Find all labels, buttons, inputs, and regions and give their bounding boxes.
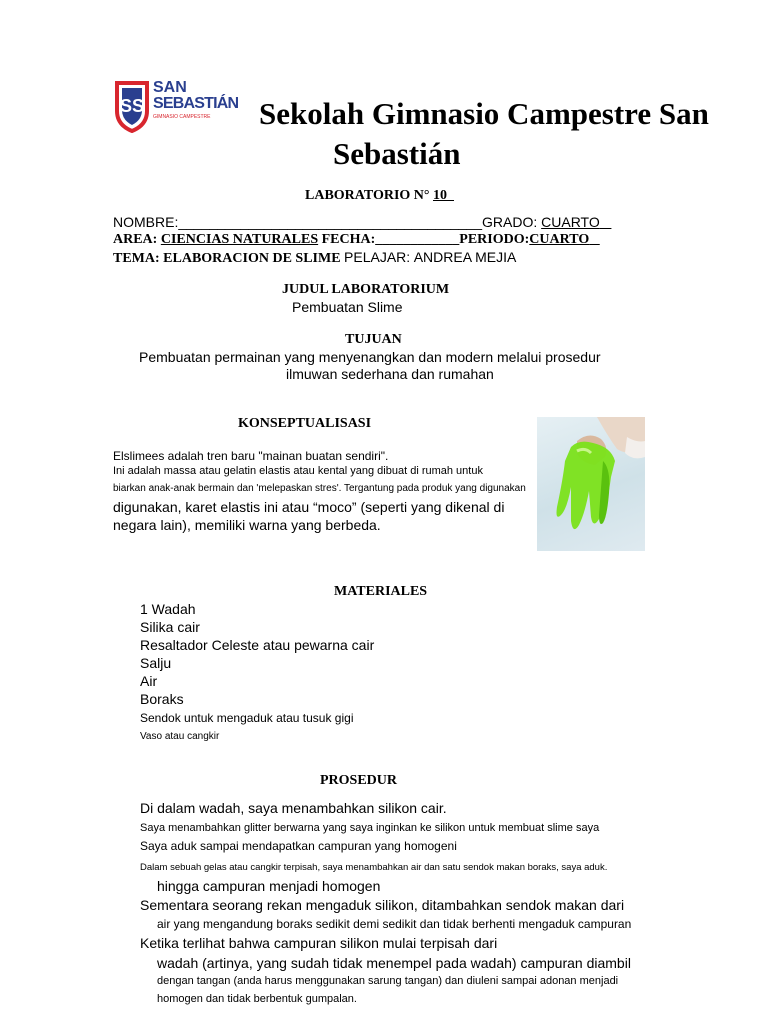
step-text: Di dalam wadah, saya menambahkan silikon cair. xyxy=(140,800,447,816)
step-continuation: hingga campuran menjadi homogen xyxy=(157,878,381,894)
list-item-label: 1 Wadah xyxy=(140,601,196,617)
list-item-label: Sendok untuk mengaduk atau tusuk gigi xyxy=(140,711,354,725)
list-item xyxy=(136,619,200,635)
tema-value: ELABORACION DE SLIME xyxy=(163,251,341,266)
list-item xyxy=(136,935,497,951)
list-item xyxy=(136,731,219,742)
list-item xyxy=(136,711,353,725)
list-item-label: Salju xyxy=(140,655,172,671)
tema-label: TEMA: xyxy=(113,251,160,266)
list-item xyxy=(136,601,196,617)
list-item xyxy=(136,897,624,913)
step-text: Saya aduk sampai mendapatkan campuran yang homogeni xyxy=(140,839,457,853)
nombre-row xyxy=(113,214,611,230)
school-crest-icon xyxy=(113,79,151,133)
page-title-line1: Sekolah Gimnasio Campestre San xyxy=(259,96,709,131)
lab-number-value: 10 xyxy=(433,188,447,203)
konsep-line3: biarkan anak-anak bermain dan 'melepaskan stres'. Tergantung pada produk yang digunakan xyxy=(113,483,526,494)
konsep-line2: Ini adalah massa atau gelatin elastis atau kental yang dibuat di rumah untuk xyxy=(113,465,483,477)
nombre-blank: _______________________________________ xyxy=(178,214,483,230)
list-item-label: Silika cair xyxy=(140,619,200,635)
page-title-line2: Sebastián xyxy=(333,136,461,171)
area-label: AREA: xyxy=(113,232,158,247)
lab-number-label: LABORATORIO N° xyxy=(305,188,430,203)
tema-row xyxy=(113,249,516,267)
lab-number xyxy=(305,188,454,204)
tujuan-heading: TUJUAN xyxy=(345,332,402,347)
konsep-heading: KONSEPTUALISASI xyxy=(238,416,372,431)
list-item xyxy=(136,637,374,653)
logo-tagline: GIMNASIO CAMPESTRE xyxy=(153,114,211,120)
list-item-label: Vaso atau cangkir xyxy=(140,731,220,742)
grado-value: CUARTO xyxy=(541,214,600,230)
materiales-heading: MATERIALES xyxy=(334,584,428,599)
tujuan-line2: ilmuwan sederhana dan rumahan xyxy=(286,366,494,382)
pelajar-label: PELAJAR: xyxy=(344,249,411,265)
nombre-label: NOMBRE: xyxy=(113,214,179,230)
list-item xyxy=(136,691,184,707)
list-item xyxy=(136,862,607,873)
list-item-label: Boraks xyxy=(140,691,184,707)
school-logo xyxy=(113,79,239,133)
list-item xyxy=(136,655,171,671)
list-item xyxy=(136,822,599,834)
step-text: Ketika terlihat bahwa campuran silikon mulai terpisah dari xyxy=(140,935,498,951)
area-row xyxy=(113,232,600,248)
periodo-value: CUARTO xyxy=(529,232,590,247)
step-continuation: dengan tangan (anda harus menggunakan sarung tangan) dan diuleni sampai adonan menjadi xyxy=(157,975,619,987)
judul-text: Pembuatan Slime xyxy=(292,299,403,315)
step-continuation: wadah (artinya, yang sudah tidak menempel pada wadah) campuran diambil xyxy=(157,955,631,971)
step-text: Dalam sebuah gelas atau cangkir terpisah, saya menambahkan air dan satu sendok makan boraks, saya aduk. xyxy=(140,862,608,873)
pelajar-value: ANDREA MEJIA xyxy=(413,249,517,265)
slime-photo xyxy=(537,417,645,551)
tujuan-line1: Pembuatan permainan yang menyenangkan dan modern melalui prosedur xyxy=(139,349,601,365)
fecha-blank: ____________ xyxy=(375,232,460,247)
judul-heading: JUDUL LABORATORIUM xyxy=(282,282,450,297)
periodo-label: PERIODO: xyxy=(459,232,530,247)
step-text: Saya menambahkan glitter berwarna yang saya inginkan ke silikon untuk membuat slime saya xyxy=(140,822,600,834)
list-item xyxy=(136,673,157,689)
list-item-label: Resaltador Celeste atau pewarna cair xyxy=(140,637,375,653)
list-item xyxy=(136,839,457,853)
konsep-line1: Elslimees adalah tren baru "mainan buatan sendiri". xyxy=(113,449,389,463)
step-continuation: air yang mengandung boraks sedikit demi sedikit dan tidak berhenti mengaduk campuran xyxy=(157,917,632,931)
fecha-label: FECHA: xyxy=(321,232,376,247)
logo-text-sebastian: SEBASTIÁN xyxy=(153,95,239,112)
crest-initials: SS xyxy=(119,96,145,116)
step-continuation: homogen dan tidak berbentuk gumpalan. xyxy=(157,993,357,1005)
prosedur-heading: PROSEDUR xyxy=(320,773,398,788)
list-item-label: Air xyxy=(140,673,158,689)
grado-label: GRADO: xyxy=(482,214,538,230)
konsep-line5: negara lain), memiliki warna yang berbeda. xyxy=(113,517,381,533)
logo-text-san: SAN xyxy=(153,79,187,96)
list-item xyxy=(136,800,447,816)
area-value: CIENCIAS NATURALES xyxy=(160,232,319,247)
step-text: Sementara seorang rekan mengaduk silikon, ditambahkan sendok makan dari xyxy=(140,897,625,913)
konsep-line4: digunakan, karet elastis ini atau “moco” (seperti yang dikenal di xyxy=(113,499,505,515)
